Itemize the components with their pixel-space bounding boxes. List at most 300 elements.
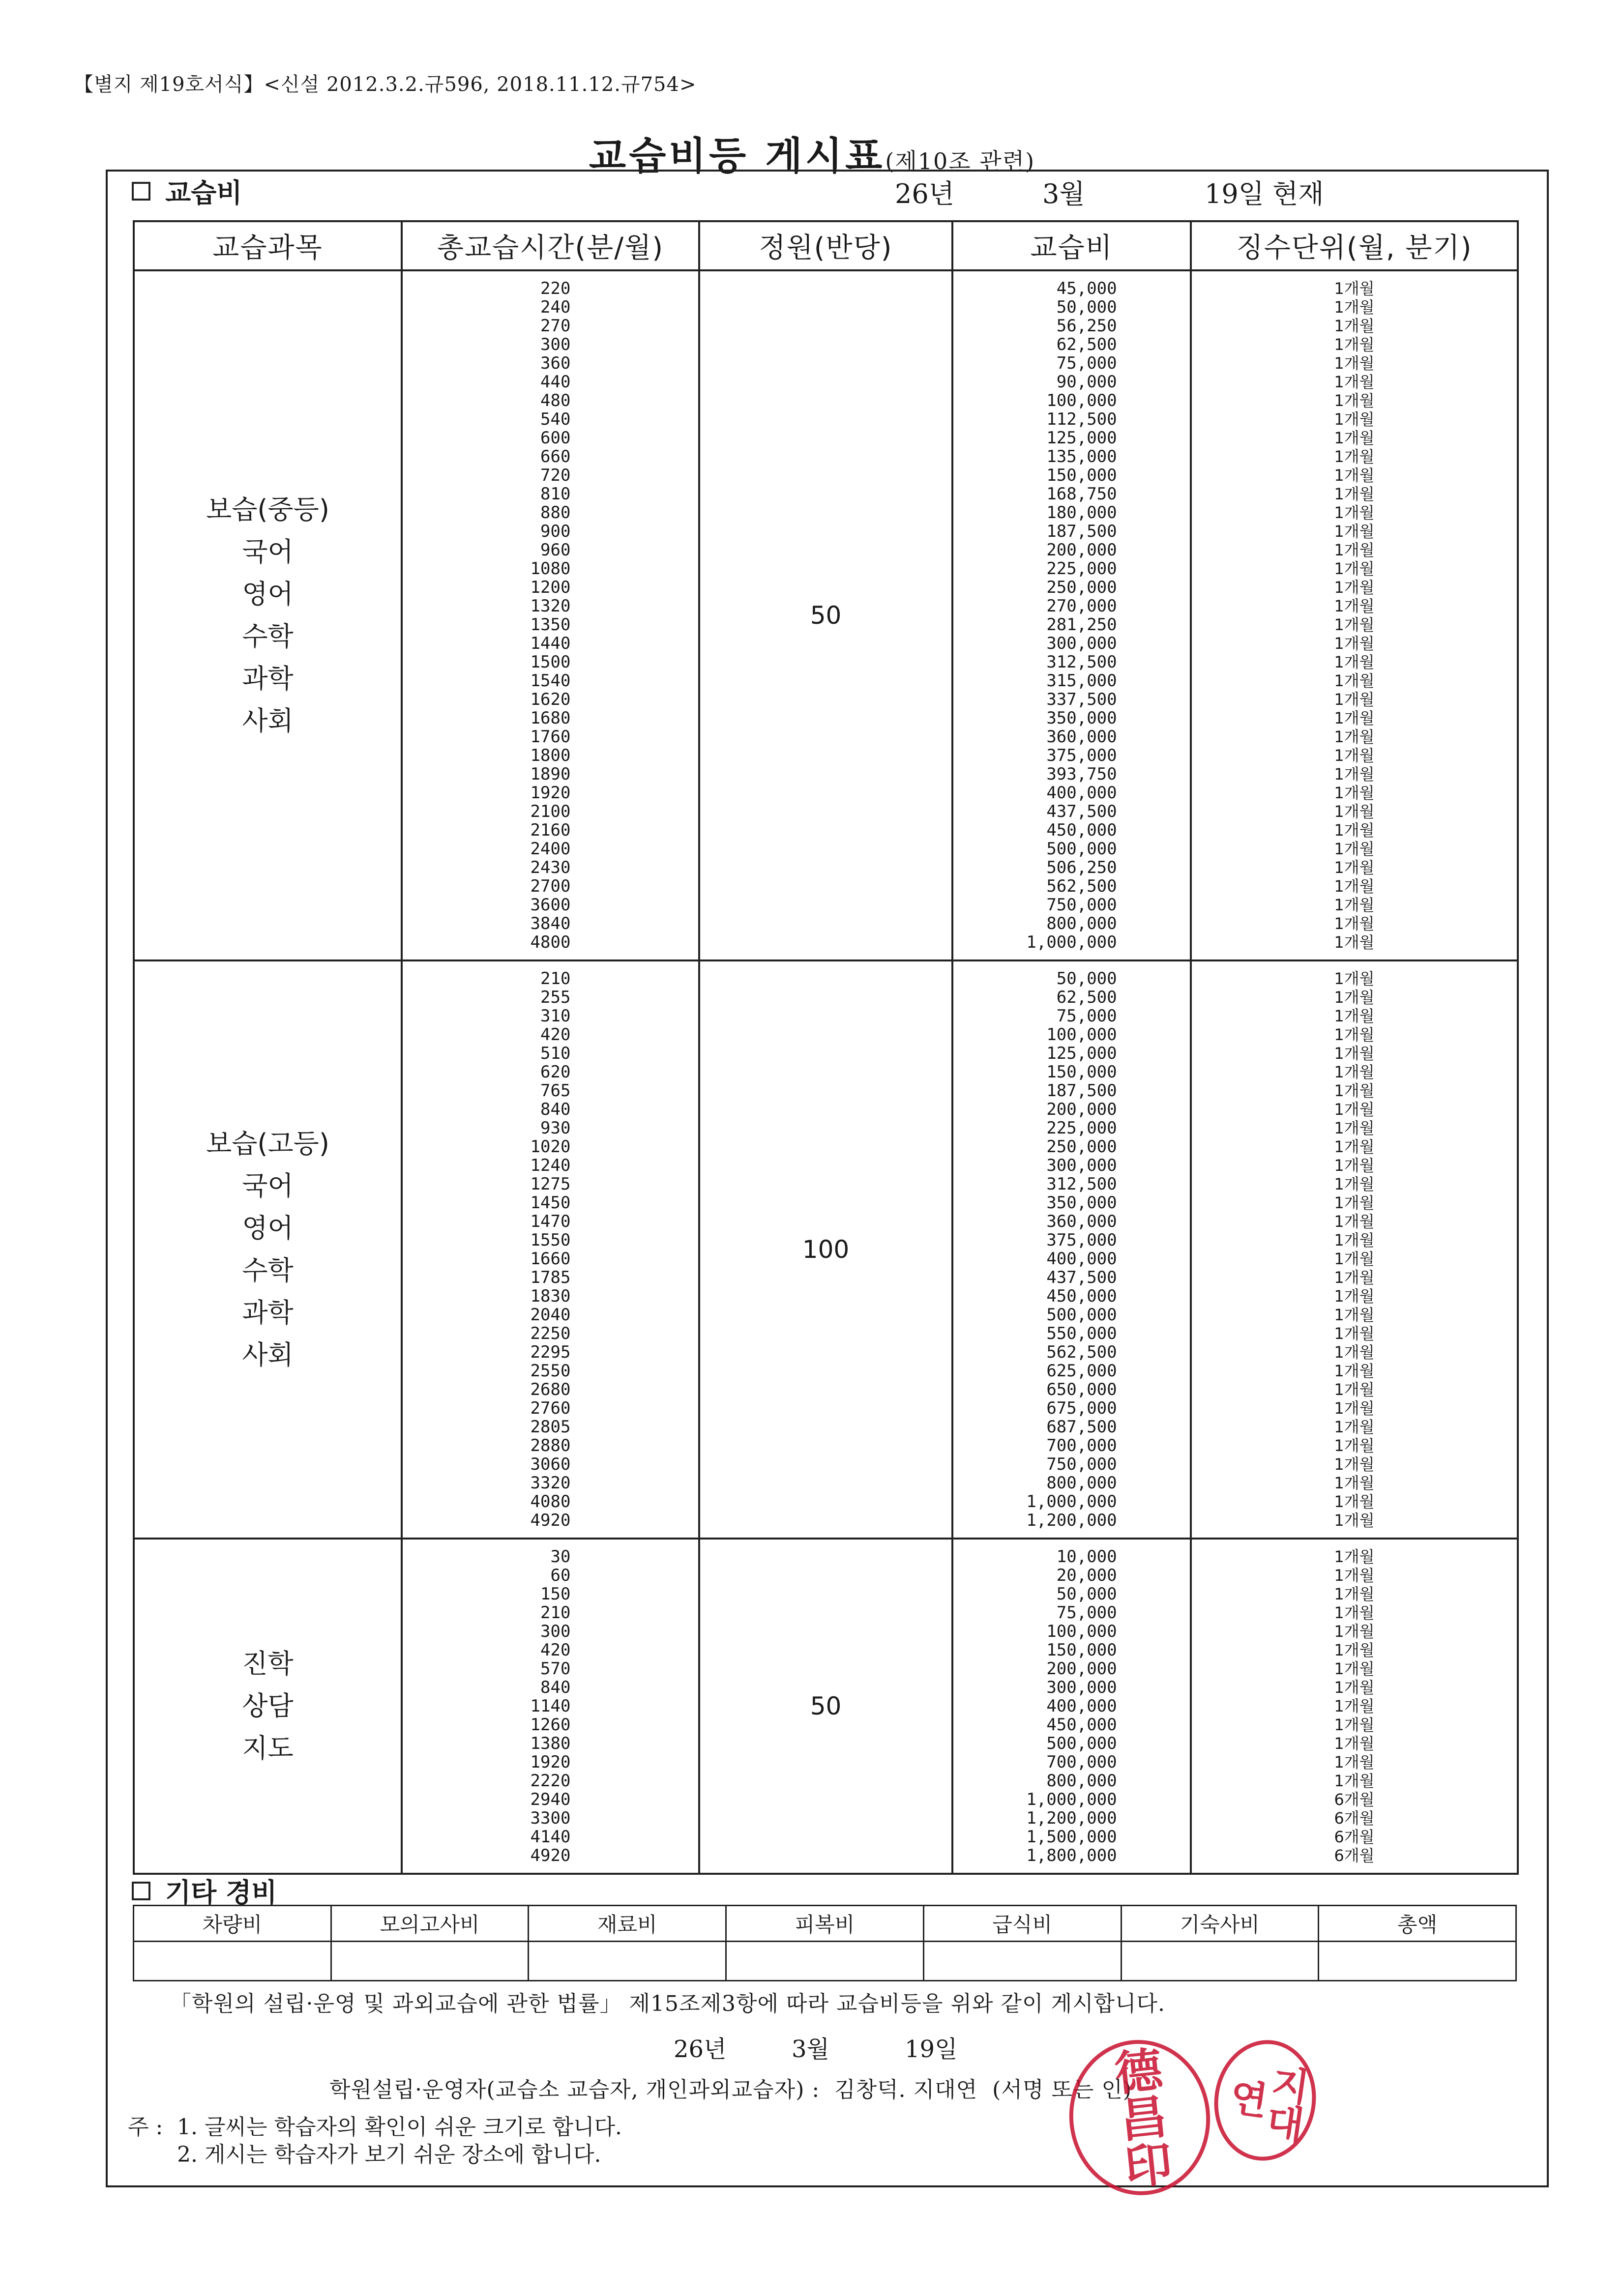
etc-col-total: 총액 [1319,1906,1516,1942]
hours-value: 2940 [530,1790,571,1809]
unit-value: 1개월 [1334,1343,1375,1362]
etc-col-dormitory: 기숙사비 [1121,1906,1319,1942]
unit-value: 1개월 [1334,1715,1375,1734]
hours-value: 810 [540,484,571,504]
fee-value: 62,500 [1056,988,1117,1007]
hours-cell [402,960,699,1539]
fee-value: 650,000 [1046,1380,1117,1399]
unit-value: 1개월 [1334,1474,1375,1492]
hours-value: 900 [540,522,571,541]
unit-value: 1개월 [1334,1193,1375,1212]
hours-value: 3300 [530,1808,571,1828]
hours-value: 2295 [530,1342,571,1362]
fee-value: 400,000 [1046,1249,1117,1269]
fee-value: 168,750 [1046,484,1117,504]
fee-group-row [134,960,1518,1539]
hours-value: 2680 [530,1380,571,1399]
capacity-cell: 100 [699,960,952,1539]
hours-value: 255 [540,988,571,1007]
hours-value: 1275 [530,1174,571,1194]
fee-value: 1,200,000 [1026,1511,1117,1530]
hours-value: 1760 [530,727,571,747]
subject-label: 과학 [242,1297,294,1328]
fee-value: 180,000 [1046,503,1117,523]
unit-value: 1개월 [1334,597,1375,615]
fee-value: 225,000 [1046,1118,1117,1138]
hours-value: 3840 [530,914,571,933]
hours-value: 4920 [530,1846,571,1865]
hours-value: 210 [540,1603,571,1623]
fee-value: 750,000 [1046,1454,1117,1474]
unit-list [1334,279,1374,952]
etc-header-row [134,1906,1516,1942]
subject-label: 수학 [242,1255,294,1286]
hours-value: 840 [540,1678,571,1697]
hours-value: 2550 [530,1361,571,1381]
unit-value: 1개월 [1334,1063,1375,1081]
fee-value: 125,000 [1046,428,1117,448]
unit-value: 1개월 [1334,1287,1375,1306]
fee-value: 312,500 [1046,652,1117,672]
unit-value: 1개월 [1334,522,1375,541]
fee-value: 135,000 [1046,447,1117,466]
unit-value: 1개월 [1334,896,1375,914]
unit-value: 1개월 [1334,914,1375,933]
fee-value: 100,000 [1046,391,1117,410]
unit-value: 1개월 [1334,933,1375,952]
etc-cell [529,1942,726,1981]
fee-value: 50,000 [1056,297,1117,317]
fee-cell [952,270,1191,960]
unit-value: 6개월 [1334,1790,1375,1809]
hours-value: 1200 [530,578,571,597]
subject-label: 사회 [242,1339,294,1370]
fee-value: 10,000 [1056,1547,1117,1567]
unit-value: 1개월 [1334,690,1375,709]
unit-list [1334,1547,1374,1865]
posting-date [895,173,1324,211]
unit-value: 1개월 [1334,1250,1375,1268]
unit-value: 1개월 [1334,746,1375,765]
fee-value: 750,000 [1046,895,1117,915]
hours-value: 30 [550,1547,571,1567]
etc-value-row [134,1942,1516,1981]
etc-section-checkbox[interactable] [132,1882,150,1900]
hours-value: 840 [540,1100,571,1119]
fee-value: 300,000 [1046,1678,1117,1697]
capacity-cell: 50 [699,1539,952,1874]
hours-value: 60 [550,1566,571,1585]
unit-value: 6개월 [1334,1828,1375,1846]
fee-value: 112,500 [1046,409,1117,429]
hours-value: 1920 [530,1752,571,1772]
fee-value: 187,500 [1046,522,1117,541]
unit-value: 1개월 [1334,1081,1375,1100]
col-capacity-header: 정원(반당) [699,221,952,270]
fee-value: 225,000 [1046,559,1117,579]
hours-value: 440 [540,372,571,392]
sign-date-year: 26년 [674,2035,727,2063]
etc-fee-table [133,1905,1517,1981]
hours-value: 1240 [530,1156,571,1175]
subject-label: 진학 [242,1648,294,1679]
fee-value: 150,000 [1046,465,1117,485]
col-hours-header: 총교습시간(분/월) [402,221,699,270]
posting-date-year: 26년 [895,178,954,209]
fee-value: 375,000 [1046,1230,1117,1250]
hours-value: 4800 [530,932,571,952]
posting-date-month: 3월 [1042,178,1085,209]
fee-value: 360,000 [1046,727,1117,747]
unit-value: 1개월 [1334,447,1375,466]
fee-value: 20,000 [1056,1566,1117,1585]
signer-label: 학원설립·운영자(교습소 교습자, 개인과외교습자) : [329,2077,820,2102]
hours-value: 1260 [530,1715,571,1735]
unit-value: 1개월 [1334,1212,1375,1231]
unit-value: 1개월 [1334,709,1375,727]
subject-label: 국어 [242,1170,294,1201]
col-subject-header: 교습과목 [134,221,402,270]
fee-value: 337,500 [1046,690,1117,709]
hours-value: 300 [540,335,571,354]
hours-value: 220 [540,279,571,298]
fee-value: 200,000 [1046,1100,1117,1119]
hours-value: 310 [540,1006,571,1026]
subject-label: 과학 [242,663,294,694]
etc-cell [1121,1942,1319,1981]
hours-value: 720 [540,465,571,485]
fee-value: 125,000 [1046,1044,1117,1063]
hours-value: 2760 [530,1398,571,1418]
unit-value: 1개월 [1334,559,1375,578]
seal-stamp-2-text: 지대연 [1221,2062,1312,2145]
hours-value: 1800 [530,746,571,765]
hours-list [531,279,571,952]
hours-cell [402,270,699,960]
unit-value: 1개월 [1334,1324,1375,1343]
fee-value: 625,000 [1046,1361,1117,1381]
capacity-cell: 50 [699,270,952,960]
fee-value: 312,500 [1046,1174,1117,1194]
fee-value: 450,000 [1046,1715,1117,1735]
unit-list [1334,969,1374,1530]
subject-label: 영어 [242,579,294,610]
hours-value: 2880 [530,1436,571,1455]
unit-value: 1개월 [1334,1007,1375,1025]
fee-value: 100,000 [1046,1025,1117,1045]
fee-value: 700,000 [1046,1752,1117,1772]
fee-value: 62,500 [1056,335,1117,354]
etc-section-label: 기타 경비 [165,1877,277,1908]
fee-value: 562,500 [1046,876,1117,896]
title-sub: (제10조 관련) [885,148,1035,174]
sign-date [674,2030,957,2064]
hours-value: 1500 [530,652,571,672]
etc-cell [331,1942,529,1981]
unit-value: 1개월 [1334,840,1375,858]
fee-value: 450,000 [1046,1286,1117,1306]
unit-value: 1개월 [1334,858,1375,877]
unit-value: 1개월 [1334,821,1375,840]
hours-value: 620 [540,1062,571,1082]
hours-value: 2100 [530,802,571,821]
fee-value: 200,000 [1046,1659,1117,1679]
fee-value: 50,000 [1056,1584,1117,1604]
unit-value: 1개월 [1334,1175,1375,1193]
unit-value: 1개월 [1334,727,1375,746]
hours-value: 765 [540,1081,571,1101]
hours-value: 1660 [530,1249,571,1269]
hours-value: 2250 [530,1324,571,1343]
unit-value: 1개월 [1334,466,1375,485]
unit-value: 1개월 [1334,578,1375,597]
fee-value: 450,000 [1046,820,1117,840]
unit-value: 1개월 [1334,1547,1375,1566]
fee-list [1026,969,1117,1530]
etc-cell [923,1942,1121,1981]
fee-value: 687,500 [1046,1417,1117,1437]
fee-value: 1,500,000 [1026,1827,1117,1847]
hours-value: 1450 [530,1193,571,1213]
unit-value: 1개월 [1334,1100,1375,1119]
fee-value: 1,800,000 [1026,1846,1117,1865]
unit-value: 1개월 [1334,1734,1375,1753]
fee-value: 375,000 [1046,746,1117,765]
unit-value: 1개월 [1334,1119,1375,1137]
fee-table-header-row [134,221,1518,270]
hours-value: 1785 [530,1268,571,1287]
hours-value: 510 [540,1044,571,1063]
fee-value: 75,000 [1056,1006,1117,1026]
subject-label: 지도 [242,1733,294,1764]
unit-value: 1개월 [1334,1418,1375,1436]
subject-label: 사회 [242,705,294,736]
subject-label: 보습(중등) [206,494,329,525]
note-item-1: 1. 글씨는 학습자의 확인이 쉬운 크기로 합니다. [177,2115,622,2140]
unit-value: 1개월 [1334,653,1375,671]
hours-value: 4920 [530,1511,571,1530]
unit-value: 1개월 [1334,1380,1375,1399]
seal-stamp-1-text: 德昌印 [1105,2044,1175,2191]
fee-group-row [134,1539,1518,1874]
subject-label: 보습(고등) [206,1128,329,1159]
fee-value: 315,000 [1046,671,1117,691]
fee-value: 50,000 [1056,969,1117,988]
fee-value: 393,750 [1046,764,1117,784]
fee-cell [952,960,1191,1539]
fee-value: 1,000,000 [1026,932,1117,952]
unit-value: 1개월 [1334,1492,1375,1511]
hours-value: 1920 [530,783,571,803]
fee-value: 150,000 [1046,1640,1117,1660]
fee-value: 400,000 [1046,1696,1117,1716]
hours-value: 960 [540,540,571,560]
hours-value: 660 [540,447,571,466]
unit-value: 1개월 [1334,1772,1375,1790]
subject-label: 수학 [242,621,294,652]
unit-value: 1개월 [1334,1399,1375,1418]
etc-cell [134,1942,331,1981]
unit-value: 1개월 [1334,1362,1375,1380]
fee-value: 800,000 [1046,914,1117,933]
hours-value: 2220 [530,1771,571,1791]
hours-value: 2160 [530,820,571,840]
signer-sign-note: (서명 또는 인) [992,2077,1132,2102]
hours-value: 210 [540,969,571,988]
hours-value: 1620 [530,690,571,709]
subject-label: 국어 [242,536,294,567]
unit-value: 1개월 [1334,1622,1375,1641]
fee-cell [952,1539,1191,1874]
unit-value: 1개월 [1334,1455,1375,1474]
subject-cell [134,1539,402,1874]
hours-value: 1320 [530,596,571,616]
fee-value: 270,000 [1046,596,1117,616]
hours-value: 1020 [530,1137,571,1157]
fee-value: 56,250 [1056,316,1117,336]
unit-value: 1개월 [1334,1044,1375,1063]
fee-value: 500,000 [1046,1305,1117,1325]
fee-value: 90,000 [1056,372,1117,392]
unit-value: 1개월 [1334,1137,1375,1156]
fee-value: 550,000 [1046,1324,1117,1343]
unit-value: 1개월 [1334,802,1375,821]
unit-value: 1개월 [1334,671,1375,690]
hours-list [531,1547,571,1865]
hours-value: 1140 [530,1696,571,1716]
unit-value: 1개월 [1334,298,1375,317]
fee-value: 300,000 [1046,634,1117,653]
unit-value: 1개월 [1334,1436,1375,1455]
hours-value: 1350 [530,615,571,635]
hours-value: 2040 [530,1305,571,1325]
hours-value: 1550 [530,1230,571,1250]
unit-value: 1개월 [1334,317,1375,335]
hours-value: 880 [540,503,571,523]
unit-value: 1개월 [1334,503,1375,522]
fee-value: 150,000 [1046,1062,1117,1082]
col-fee-header: 교습비 [952,221,1191,270]
unit-cell [1191,960,1518,1539]
subject-cell [134,270,402,960]
hours-value: 4140 [530,1827,571,1847]
subject-cell [134,960,402,1539]
fee-value: 437,500 [1046,802,1117,821]
unit-value: 1개월 [1334,485,1375,503]
fee-value: 675,000 [1046,1398,1117,1418]
fee-value: 1,000,000 [1026,1492,1117,1511]
etc-col-vehicle: 차량비 [134,1906,331,1942]
hours-value: 1080 [530,559,571,579]
hours-value: 1540 [530,671,571,691]
unit-value: 1개월 [1334,1566,1375,1585]
unit-value: 1개월 [1334,410,1375,429]
unit-value: 1개월 [1334,541,1375,559]
unit-value: 1개월 [1334,429,1375,447]
unit-value: 1개월 [1334,988,1375,1007]
fee-value: 400,000 [1046,783,1117,803]
fee-value: 281,250 [1046,615,1117,635]
fee-table [133,220,1519,1875]
fee-value: 300,000 [1046,1156,1117,1175]
hours-value: 1830 [530,1286,571,1306]
hours-value: 930 [540,1118,571,1138]
notes [128,2114,622,2169]
fee-value: 187,500 [1046,1081,1117,1101]
fee-value: 250,000 [1046,1137,1117,1157]
hours-value: 300 [540,1622,571,1641]
fee-list [1026,1547,1117,1865]
col-unit-header: 징수단위(월, 분기) [1191,221,1518,270]
hours-value: 2700 [530,876,571,896]
unit-value: 1개월 [1334,1697,1375,1715]
hours-value: 540 [540,409,571,429]
signer-names: 김창덕. 지대연 [834,2077,978,2102]
fee-value: 360,000 [1046,1212,1117,1231]
etc-section-heading [132,1872,277,1910]
hours-value: 420 [540,1640,571,1660]
hours-value: 2805 [530,1417,571,1437]
unit-value: 1개월 [1334,1156,1375,1175]
unit-cell [1191,1539,1518,1874]
sign-date-month: 3월 [792,2035,829,2063]
fee-value: 1,000,000 [1026,1790,1117,1809]
fee-value: 800,000 [1046,1473,1117,1493]
unit-value: 1개월 [1334,1511,1375,1530]
title-main: 교습비등 게시표 [589,134,886,178]
unit-value: 1개월 [1334,391,1375,410]
etc-col-clothing: 피복비 [726,1906,924,1942]
fee-value: 75,000 [1056,1603,1117,1623]
unit-value: 1개월 [1334,1641,1375,1659]
fee-value: 500,000 [1046,1734,1117,1753]
hours-value: 4080 [530,1492,571,1511]
fee-value: 500,000 [1046,839,1117,859]
hours-value: 570 [540,1659,571,1679]
hours-value: 1380 [530,1734,571,1753]
hours-value: 600 [540,428,571,448]
fee-value: 100,000 [1046,1622,1117,1641]
fee-value: 350,000 [1046,1193,1117,1213]
hours-value: 1680 [530,708,571,728]
hours-value: 2430 [530,858,571,877]
fee-value: 800,000 [1046,1771,1117,1791]
unit-value: 1개월 [1334,354,1375,373]
unit-value: 1개월 [1334,373,1375,391]
hours-value: 240 [540,297,571,317]
hours-value: 420 [540,1025,571,1045]
unit-value: 1개월 [1334,335,1375,354]
fee-group-row [134,270,1518,960]
note-item-2: 2. 게시는 학습자가 보기 쉬운 장소에 합니다. [177,2142,601,2167]
etc-cell [1319,1942,1516,1981]
hours-value: 480 [540,391,571,410]
fee-section-label: 교습비 [165,177,242,208]
unit-value: 1개월 [1334,1231,1375,1250]
signer-line [329,2072,1132,2103]
unit-value: 1개월 [1334,279,1375,298]
fee-value: 437,500 [1046,1268,1117,1287]
unit-value: 1개월 [1334,877,1375,896]
hours-value: 1440 [530,634,571,653]
fee-section-checkbox[interactable] [132,182,150,201]
unit-value: 1개월 [1334,1306,1375,1324]
fee-value: 200,000 [1046,540,1117,560]
fee-value: 1,200,000 [1026,1808,1117,1828]
unit-value: 1개월 [1334,1659,1375,1678]
unit-cell [1191,270,1518,960]
fee-value: 350,000 [1046,708,1117,728]
